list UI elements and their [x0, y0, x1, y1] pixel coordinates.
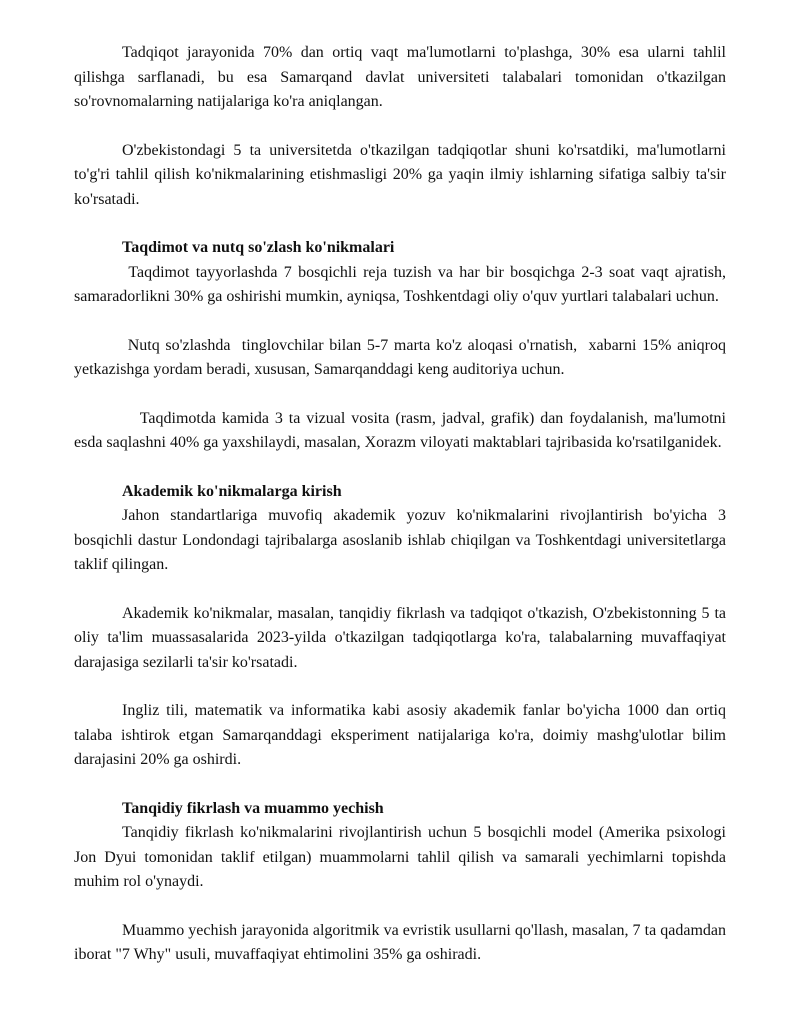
presentation-paragraph-3: Taqdimotda kamida 3 ta vizual vosita (rasm, jadval, grafik) dan foydalanish, ma'lumotni esda saqlashni 40% ga yaxshilaydi, masalan, Xorazm viloyati maktablari tajribasida ko'rsatilganidek. [74, 409, 730, 451]
academic-paragraph-2: Akademik ko'nikmalar, masalan, tanqidiy fikrlash va tadqiqot o'tkazish, O'zbekistonning 5 ta oliy ta'lim muassasalarida 2023-yilda o'tkazilgan tadqiqotlarga ko'ra, talabalarning muvaffaqiyat darajasiga sezilarli ta'sir ko'rsatadi. [74, 604, 726, 671]
section-heading-presentation: Taqdimot va nutq so'zlash ko'nikmalari [122, 239, 395, 256]
academic-paragraph-3: Ingliz tili, matematik va informatika kabi asosiy akademik fanlar bo'yicha 1000 dan ortiq talaba ishtirok etgan Samarqanddagi eksperiment natijalariga ko'ra, doimiy mashg'ulotlar bilim darajasini 20% ga oshirdi. [74, 702, 726, 768]
section-heading-academic: Akademik ko'nikmalarga kirish [122, 482, 342, 500]
intro-paragraph-2: O'zbekistondagi 5 ta universitetda o'tkazilgan tadqiqotlar shuni ko'rsatdiki, ma'lumotlarni to'g'ri tahlil qilish ko'nikmalarining etishmasligi 20% ga yaqin ilmiy ishlarning sifatiga salbiy ta'sir ko'rsatadi. [74, 141, 726, 208]
presentation-paragraph-1: Taqdimot tayyorlashda 7 bosqichli reja tuzish va har bir bosqichga 2-3 soat vaqt ajratish, samaradorlikni 30% ga oshirishi mumkin, ayniqsa, Toshkentdagi oliy o'quv yurtlari talabalari uchun. [74, 263, 730, 305]
presentation-paragraph-2: Nutq so'zlashda tinglovchilar bilan 5-7 marta ko'z aloqasi o'rnatish, xabarni 15% aniqroq yetkazishga yordam beradi, xususan, Samarqanddagi keng auditoriya uchun. [74, 336, 731, 378]
section-heading-critical-thinking: Tanqidiy fikrlash va muammo yechish [122, 799, 384, 817]
intro-paragraph-1: Tadqiqot jarayonida 70% dan ortiq vaqt ma'lumotlarni to'plashga, 30% esa ularni tahlil qilishga sarflanadi, bu esa Samarqand davlat universiteti talabalari tomonidan o'tkazilgan so'rovnomalarning natijalariga ko'ra aniqlangan. [74, 44, 726, 110]
academic-paragraph-1: Jahon standartlariga muvofiq akademik yozuv ko'nikmalarini rivojlantirish bo'yicha 3 bosqichli dastur Londondagi tajribalarga asoslanib ishlab chiqilgan va Toshkentdagi universitetlarga taklif qilingan. [74, 507, 726, 573]
critical-thinking-paragraph-1: Tanqidiy fikrlash ko'nikmalarini rivojlantirish uchun 5 bosqichli model (Amerika psixologi Jon Dyui tomonidan taklif etilgan) muammolarni tahlil qilish va samarali yechimlarni topishda muhim rol o'ynaydi. [74, 824, 726, 890]
critical-thinking-paragraph-2: Muammo yechish jarayonida algoritmik va evristik usullarni qo'llash, masalan, 7 ta qadamdan iborat "7 Why" usuli, muvaffaqiyat ehtimolini 35% ga oshiradi. [74, 921, 726, 963]
